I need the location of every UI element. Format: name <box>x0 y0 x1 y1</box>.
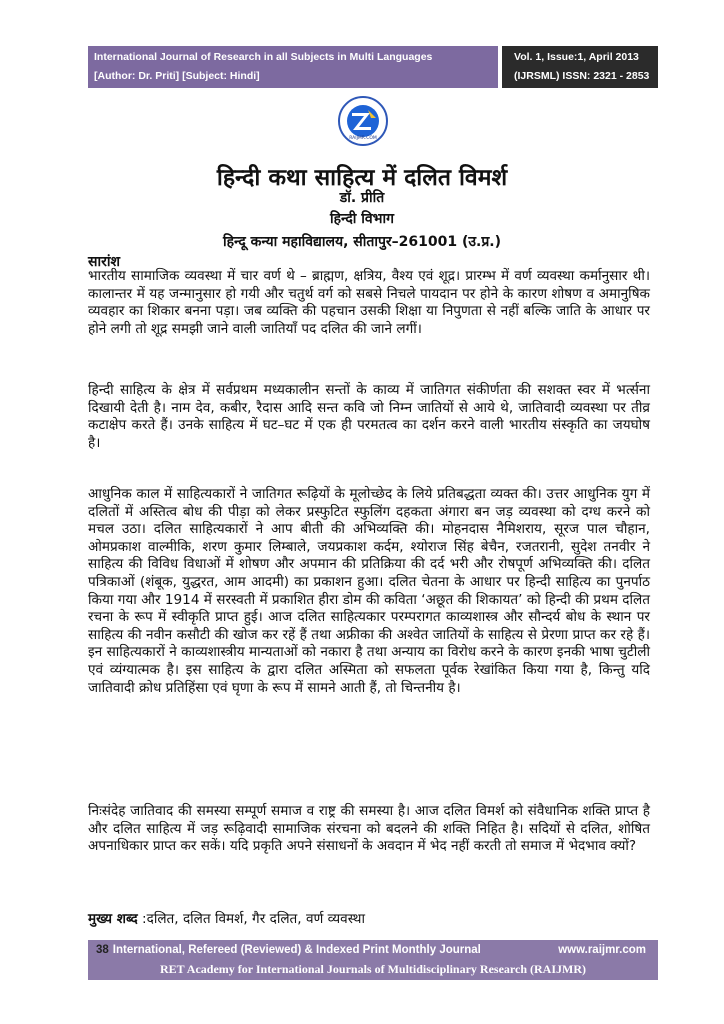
footer-journal-line <box>96 944 481 956</box>
journal-footer <box>88 940 658 980</box>
footer-publisher: RET Academy for International Journals of Multidisciplinary Research (RAIJMR) <box>160 962 586 976</box>
keywords <box>88 908 365 927</box>
keywords-list: :दलित, दलित विमर्श, गैर दलित, वर्ण व्यवस्था <box>142 911 365 927</box>
abstract-paragraph: भारतीय सामाजिक व्यवस्था में चार वर्ण थे – ब्राह्मण, क्षत्रिय, वैश्य एवं शूद्र। प्रारम्भ में वर्ण व्यवस्था कर्मानुसार थी। कालान्तर में यह जन्मानुसार हो गयी और चतुर्थ वर्ग को सबसे निचले पायदान पर होने के कारण शोषण व अमानुषिक व्यवहार का शिकार बनना पड़ा। जब व्यक्ति की पहचान उसकी शिक्षा या निपुणता से नहीं बल्कि जाति के आधार पर होने लगी तो शूद्र समझी जाने वाली जातियाँ पद दलित की जाने लगीं। <box>88 268 650 337</box>
header-right-band <box>502 46 658 88</box>
institution: हिन्दू कन्या महाविद्यालय, सीतापुर–261001 (उ.प्र.) <box>222 234 502 250</box>
footer-journal: International, Refereed (Reviewed) & Indexed Print Monthly Journal <box>112 944 481 956</box>
raijmr-seal-logo <box>338 96 388 146</box>
footer-website-link[interactable]: www.raijmr.com <box>558 944 646 956</box>
issn: (IJRSML) ISSN: 2321 - 2853 <box>514 70 650 82</box>
author-name: डॉ. प्रीति <box>339 190 385 206</box>
logo-caption: RAIJMR.COM <box>349 136 377 141</box>
abstract-heading: सारांश <box>88 254 120 270</box>
abstract-paragraph: निःसंदेह जातिवाद की समस्या सम्पूर्ण समाज व राष्ट्र की समस्या है। आज दलित विमर्श को संवैधानिक शक्ति प्राप्त है और दलित साहित्य में जड़ रूढ़िवादी सामाजिक संरचना को बदलने की शक्ति निहित है। सदियों से दलित, शोषित अपनाधिकार प्राप्त कर सकें। यदि प्रकृति अपने संसाधनों के अवदान में भेद नहीं करती तो समाज में भेदभाव क्यों? <box>88 803 650 855</box>
journal-header <box>88 46 658 88</box>
author-subject: [Author: Dr. Priti] [Subject: Hindi] <box>94 70 260 82</box>
keywords-label: मुख्य शब्द <box>88 911 138 927</box>
abstract-paragraph: हिन्दी साहित्य के क्षेत्र में सर्वप्रथम मध्यकालीन सन्तों के काव्य में जातिगत संकीर्णता की सशक्त स्वर में भर्त्सना दिखायी देती है। नाम देव, कबीर, रैदास आदि सन्त कवि जो निम्न जातियों से आये थे, जातिवादी व्यवस्था पर तीव्र कटाक्षेप करते हैं। उनके साहित्य में घट–घट में एक ही परमतत्व का दर्शन करने वाली भारतीय संस्कृति का जयघोष है। <box>88 382 650 451</box>
journal-name: International Journal of Research in all Subjects in Multi Languages <box>94 51 433 63</box>
header-left-band <box>88 46 498 88</box>
department: हिन्दी विभाग <box>329 211 395 227</box>
page-number: 38 <box>96 944 109 956</box>
volume-issue: Vol. 1, Issue:1, April 2013 <box>514 51 639 63</box>
abstract-paragraph: आधुनिक काल में साहित्यकारों ने जातिगत रूढ़ियों के मूलोच्छेद के लिये प्रतिबद्धता व्यक्त की। उत्तर आधुनिक युग में दलितों में अस्तित्व बोध की पीड़ा को लेकर प्रस्फुटित स्फुलिंग दहकता अंगारा बन जड़ व्यवस्था को दग्ध करने को मचल उठा। दलित साहित्यकारों ने आप बीती की अभिव्यक्ति की। मोहनदास नैमिशराय, सूरज पाल चौहान, ओमप्रकाश वाल्मीकि, शरण कुमार लिम्बाले, जयप्रकाश कर्दम, श्योराज सिंह बेचैन, रजतरानी, सुदेश तनवीर ने साहित्य की विविध विधाओं में शोषण और अपमान की प्रतिक्रिया की दर्द भरी और रोषपूर्ण अभिव्यक्ति की। दलित पत्रिकाओं (शंबूक, युद्धरत, आम आदमी) का प्रकाशन हुआ। दलित चेतना के आधार पर हिन्दी साहित्य का पुनर्पाठ किया गया और 1914 में सरस्वती में प्रकाशित हीरा डोम की कविता ‘अछूत की शिकायत’ को हिन्दी की प्रथम दलित रचना के रूप में स्वीकृति प्राप्त हुई। आज दलित साहित्यकार परम्परागत काव्यशास्त्र और सौन्दर्य बोध के स्थान पर साहित्य की नवीन कसौटी की खोज कर रहें हैं तथा अफ्रीका की अश्वेत जातियों के साहित्य से प्रेरणा प्राप्त कर रहे हैं। इन साहित्यकारों ने काव्यशास्त्रीय मान्यताओं को नकारा है तथा अन्याय का विरोध करने के कारण इनकी भाषा चुटीली एवं व्यंग्यात्मक है। इस साहित्य के द्वारा दलित अस्मिता को सफलता पूर्वक रेखांकित किया गया है, किन्तु यदि जातिवादी क्रोध प्रतिहिंसा एवं घृणा के रूप में सामने आती हैं, तो चिन्तनीय है। <box>88 486 650 696</box>
article-title: हिन्दी कथा साहित्य में दलित विमर्श <box>216 165 508 191</box>
